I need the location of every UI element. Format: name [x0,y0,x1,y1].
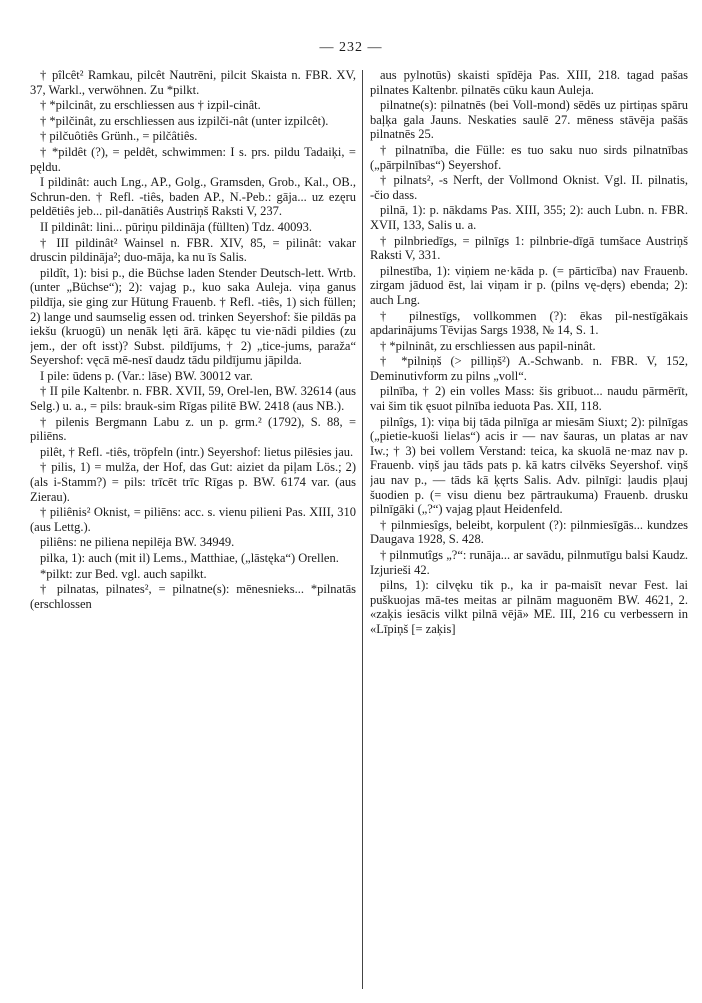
entry: piliêns: ne piliena nepilēja BW. 34949. [40,535,235,550]
entry: pilnatne(s): pilnatnēs (bei Voll-mond) sēdēs uz pirtiņas spāru baļķa gala Jauns. Neskaties saulē 27. mēness stāvēja pašās pilnatnēs 25. [370,98,688,142]
entry: † II pile Kaltenbr. n. FBR. XVII, 59, Orel-len, BW. 32614 (aus Selg.) u. a., = pils: brauk-sim Rīgas pilitē BW. 2418 (aus NB.). [30,384,356,414]
entry: *pilkt: zur Bed. vgl. auch sapilkt. [40,566,207,581]
entry: † *pilninât, zu erschliessen aus papil-ninât. [380,338,596,353]
entry: I pile: ūdens p. (Var.: lāse) BW. 30012 var. [40,368,253,383]
entry: pilnība, † 2) ein volles Mass: šis gribuot... naudu pārmērīt, vai šim tik ęsuot pilnība ieduota Pas. XII, 118. [370,384,688,414]
entry: aus pylnotūs) skaisti spīdēja Pas. XIII, 218. tagad pašas pilnates Kaltenbr. pilnatēs cūku kaun Auleja. [370,68,688,97]
entry: † pilnbriedīgs, = pilnīgs 1: pilnbrie-dīgā tumšace Austriņš Raksti V, 331. [370,233,688,263]
entry: II pildinât: lini... pūriņu pildināja (füllten) Tdz. 40093. [40,219,312,234]
entry: † pilnatnība, die Fülle: es tuo saku nuo sirds pilnatnības („pārpilnības“) Seyershof. [370,142,688,172]
entry: † pîlcêt² Ramkau, pilcêt Nautrēni, pilcit Skaista n. FBR. XV, 37, Warkl., verwöhnen. Zu *pilkt. [30,68,356,97]
entry: pilns, 1): cilvęku tik p., ka ir pa-maisīt nevar Fest. lai puškuojas mā-tes meitas ar pilnām maguonēm BW. 4621, 2. «zaķis iesācis vilkt pilnā vējā» ME. III, 216 cu verbessern in «Līpiņš [= zaķis] [370,578,688,636]
entry: † pilis, 1) = mulža, der Hof, das Gut: aiziet da piļam Lös.; 2) (als i-Stamm?) = pils: trīcēt trīc Rīgas p. BW. 6174 var. (aus Zierau). [30,460,356,504]
entry: pilnîgs, 1): viņa bij tāda pilnīga ar miesām Siuxt; 2): pilnīgas („pietie-kuoši lielas“) acis ir — nav šauras, un platas ar nav Iw.; † 3) bei vollem Verstand: teica, ka skuolā ne·maz nav p. Frauenb. viņš jau tāds pats p. kā katrs cilvēks Seyershof. viņš jau nav p., — tāds kā ķęrts Salis. Adv. pilnīgi: ļaudis pļauj šuodien p. (= visu dienu bez pārtraukuma) Frauenb. drusku pilnīgāki („?“) vajag pļaut Heidenfeld. [370,414,688,517]
entry: pilêt, † Refl. -tiês, tröpfeln (intr.) Seyershof: lietus pilēsies jau. [40,444,354,459]
entry: † pilnmiesîgs, beleibt, korpulent (?): pilnmiesīgās... kundzes Daugava 1928, S. 428. [370,517,688,547]
entry: pilnā, 1): p. nākdams Pas. XIII, 355; 2): auch Lubn. n. FBR. XVII, 133, Salis u. a. [370,203,688,232]
left-column [30,68,356,991]
entry: I pildinât: auch Lng., AP., Golg., Gramsden, Grob., Kal., OB., Schrun-den. † Refl. -tiês, baden AP., N.-Peb.: gāja... uz ezęru peldētiês jeb... pil-danātiês Austriņš Raksti V, 237. [30,175,356,219]
entry: † *pildêt (?), = peldêt, schwimmen: I s. prs. pildu Tadaiķi, = pęldu. [30,144,356,174]
entry: † pilčuôtiês Grünh., = pilčâtiês. [40,129,198,144]
entry: † *pilčinât, zu erschliessen aus izpilči-nât (unter izpilcêt). [40,113,329,128]
entry: pildît, 1): bisi p., die Büchse laden Stender Deutsch-lett. Wrtb. (unter „Büchse“); 2): vajag p., kuo saka Auleja. viņa ganus pildīja, sie ging zur Hütung Frauenb. † Refl. -tiês, 1) sich füllen; 2) lange und saumselig essen od. trinken Seyershof: šie pildās pa iekšu (kruogū) un nenāk lęti ārā. kāpęc tu vie·nādi pildies (zu jem., der oft isst)? Subst. pildījums, † 2) „tice-jums, paraža“ Seyershof: vęcā mē-nesī daudz tādu pildījumu jāpilda. [30,265,356,368]
column-divider [362,70,363,989]
entry: † piliênis² Oknist, = piliēns: acc. s. vienu pilieni Pas. XIII, 310 (aus Lettg.). [30,505,356,534]
entry: † *pilcinât, zu erschliessen aus † izpil-cinât. [40,98,261,113]
entry: pilka, 1): auch (mit il) Lems., Matthiae, („lāstęka“) Orellen. [40,551,339,565]
entry: † pilenis Bergmann Labu z. un p. grm.² (1792), S. 88, = piliēns. [30,414,356,444]
entry: † III pildinât² Wainsel n. FBR. XIV, 85, = pilinât: vakar druscin pildināja²; duo-māja, ka nu īs Salis. [30,235,356,265]
entry: † pilnestīgs, vollkommen (?): ēkas pil-nestīgākais apdarinājums Tēvijas Sargs 1938, № 14, S. 1. [370,308,688,338]
entry: † pilnats², -s Nerft, der Vollmond Oknist. Vgl. II. pilnatis, -čio dass. [370,173,688,202]
entry: † pilnatas, pilnates², = pilnatne(s): mēnesnieks... *pilnatās (erschlossen [30,582,356,611]
right-column [370,68,688,991]
entry: pilnestība, 1): viņiem ne·kāda p. (= pārticība) nav Frauenb. zirgam jāduod ēst, lai viņam ir p. (pilns vę-dęrs) ebenda; 2): auch Lng. [370,263,688,307]
page-number: — 232 — [319,40,383,55]
entry: † pilnmutîgs „?“: runāja... ar savādu, pilnmutīgu balsi Kaudz. Izjurieši 42. [370,548,688,577]
entry: † *pilniņš (> pilliņš²) A.-Schwanb. n. FBR. V, 152, Deminutivform zu pilns „voll“. [370,354,688,383]
